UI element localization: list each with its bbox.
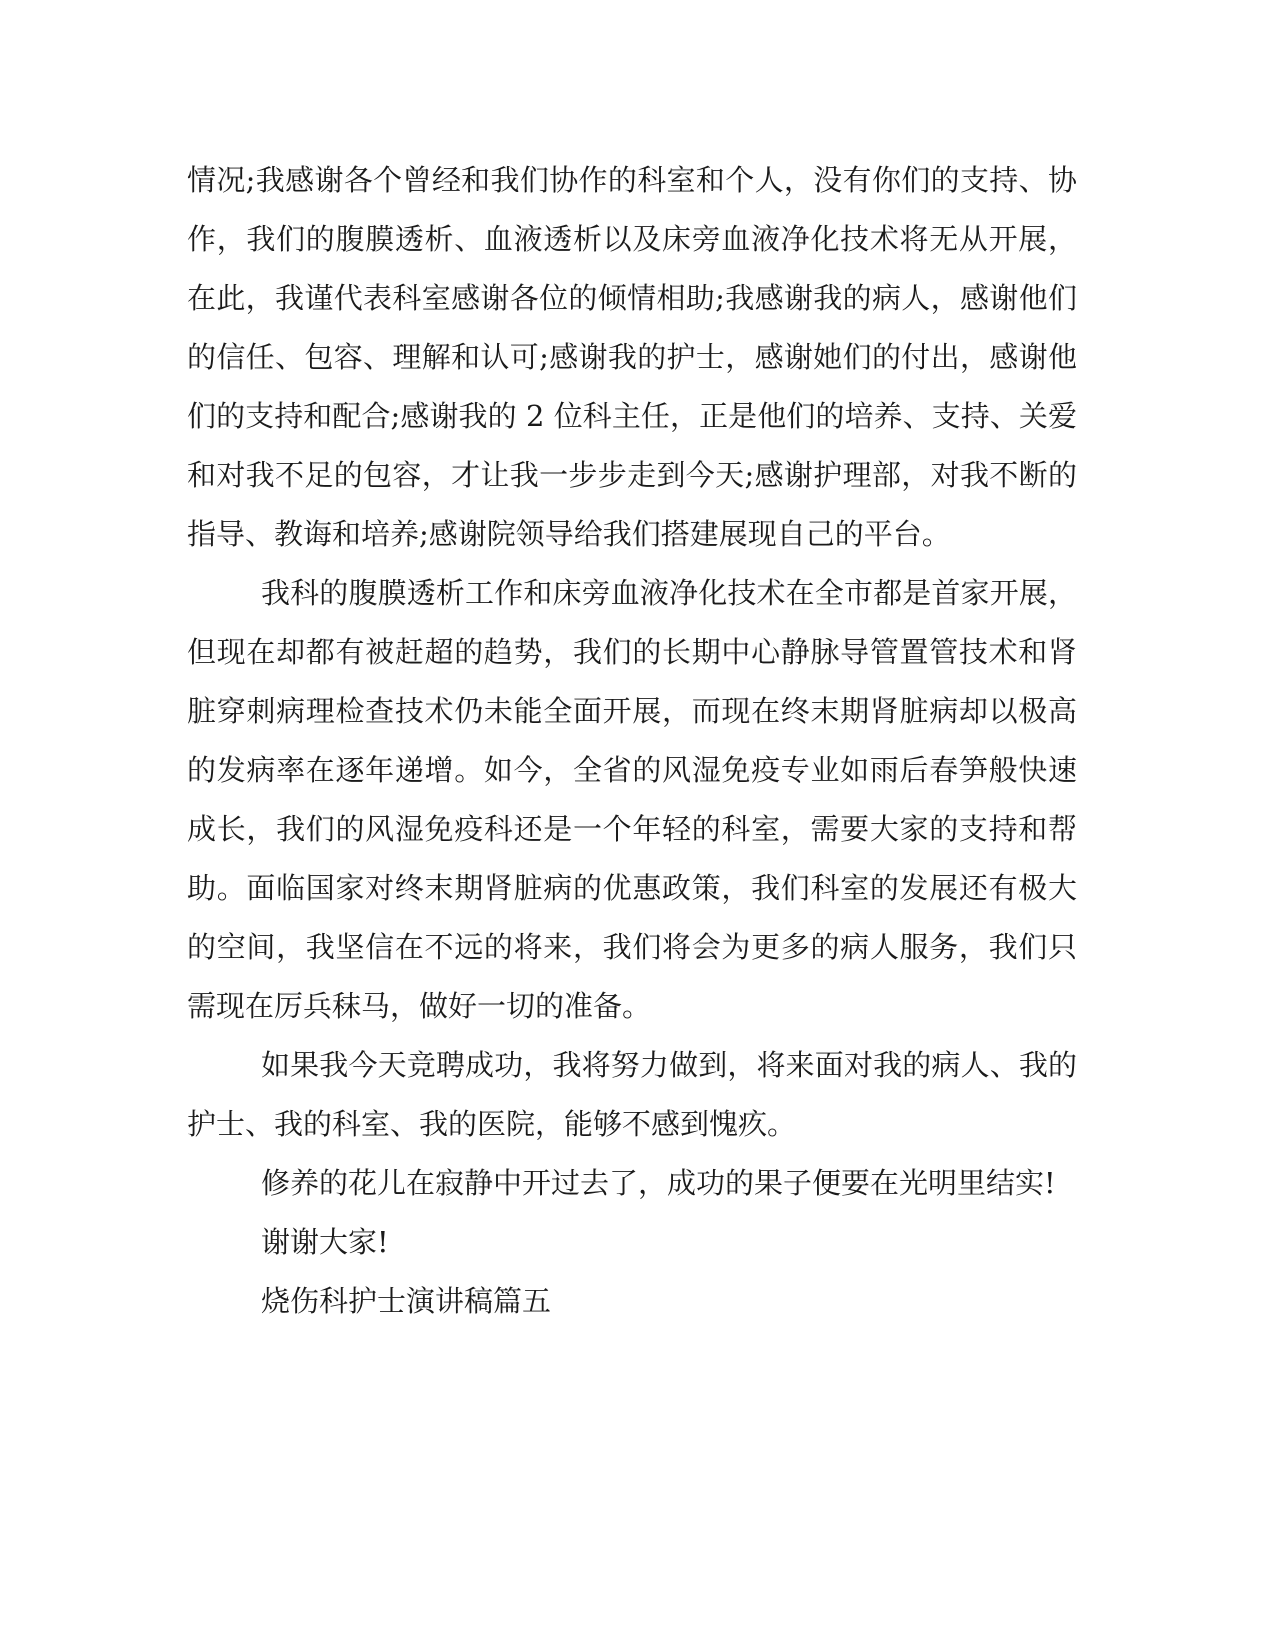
paragraph-1-line-5: 们的支持和配合;感谢我的 2 位科主任，正是他们的培养、支持、关爱 <box>187 399 1077 433</box>
paragraph-2-line-3: 脏穿刺病理检查技术仍未能全面开展，而现在终末期肾脏病却以极高 <box>187 694 1077 728</box>
paragraph-2-line-1: 我科的腹膜透析工作和床旁血液净化技术在全市都是首家开展， <box>261 576 1077 610</box>
next-section-title: 烧伤科护士演讲稿篇五 <box>261 1284 552 1318</box>
paragraph-2-line-5: 成长，我们的风湿免疫科还是一个年轻的科室，需要大家的支持和帮 <box>187 812 1077 846</box>
paragraph-3-line-2: 护士、我的科室、我的医院，能够不感到愧疚。 <box>187 1107 797 1141</box>
paragraph-1-line-1: 情况;我感谢各个曾经和我们协作的科室和个人，没有你们的支持、协 <box>187 163 1077 197</box>
paragraph-2-line-4: 的发病率在逐年递增。如今，全省的风湿免疫专业如雨后春笋般快速 <box>187 753 1077 787</box>
paragraph-3-line-1: 如果我今天竞聘成功，我将努力做到，将来面对我的病人、我的 <box>261 1048 1077 1082</box>
paragraph-2-line-2: 但现在却都有被赶超的趋势，我们的长期中心静脉导管置管技术和肾 <box>187 635 1077 669</box>
paragraph-1-line-2: 作，我们的腹膜透析、血液透析以及床旁血液净化技术将无从开展， <box>187 222 1077 256</box>
paragraph-1-line-3: 在此，我谨代表科室感谢各位的倾情相助;我感谢我的病人，感谢他们 <box>187 281 1077 315</box>
closing-quote: 修养的花儿在寂静中开过去了，成功的果子便要在光明里结实! <box>261 1166 1056 1200</box>
thanks-line: 谢谢大家! <box>261 1225 389 1259</box>
paragraph-1-line-4: 的信任、包容、理解和认可;感谢我的护士，感谢她们的付出，感谢他 <box>187 340 1077 374</box>
paragraph-2-line-8: 需现在厉兵秣马，做好一切的准备。 <box>187 989 652 1023</box>
paragraph-2-line-6: 助。面临国家对终末期肾脏病的优惠政策，我们科室的发展还有极大 <box>187 871 1077 905</box>
paragraph-1-line-7: 指导、教诲和培养;感谢院领导给我们搭建展现自己的平台。 <box>187 517 951 551</box>
paragraph-1-line-6: 和对我不足的包容，才让我一步步走到今天;感谢护理部，对我不断的 <box>187 458 1077 492</box>
paragraph-2-line-7: 的空间，我坚信在不远的将来，我们将会为更多的病人服务，我们只 <box>187 930 1077 964</box>
